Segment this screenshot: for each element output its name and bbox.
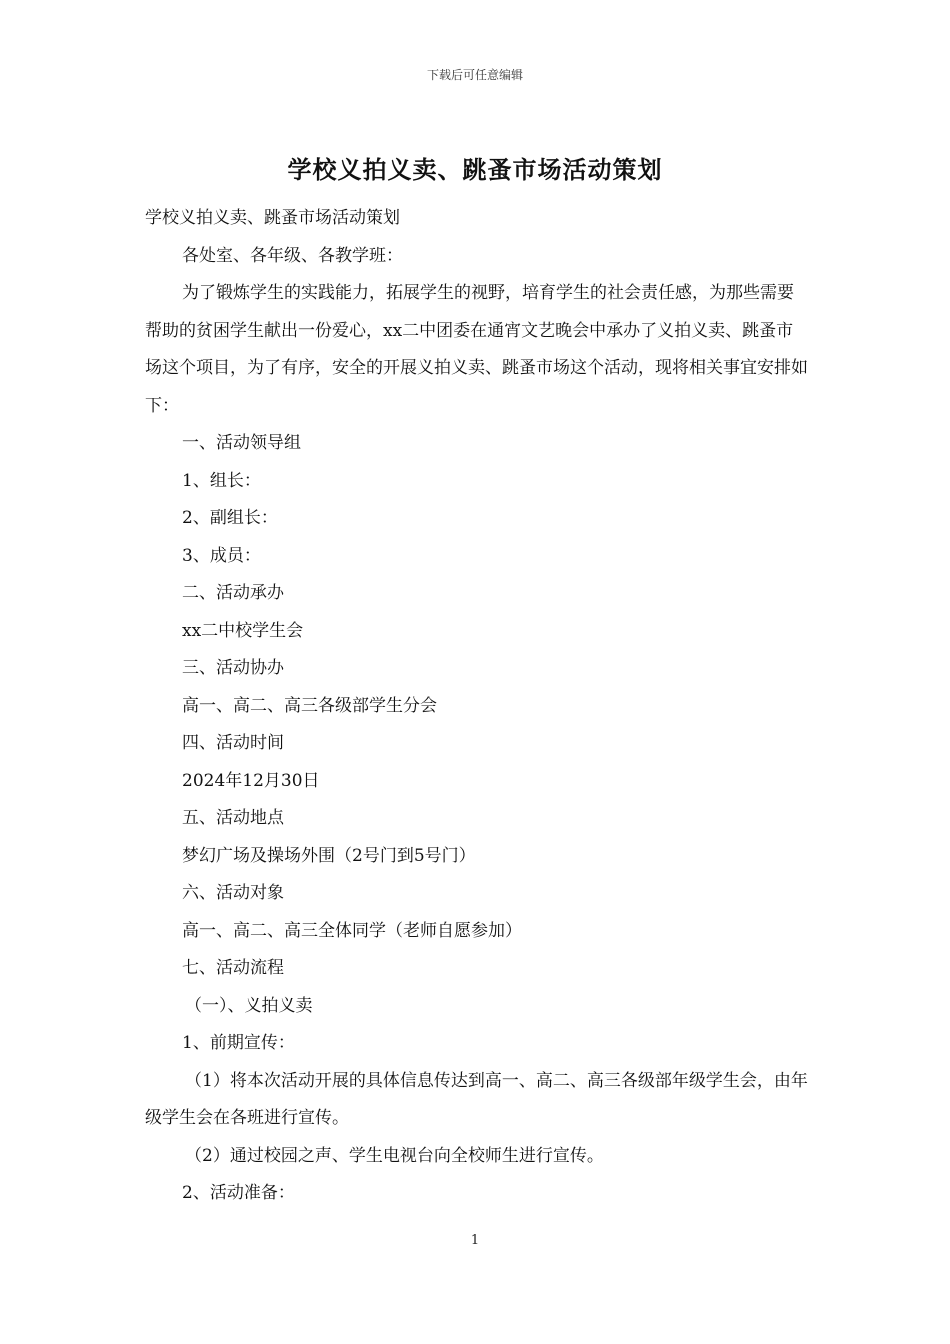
section-heading: 二、活动承办 bbox=[182, 583, 284, 603]
list-item: 1、前期宣传： bbox=[182, 1033, 295, 1053]
body-line: 高一、高二、高三各级部学生分会 bbox=[182, 695, 437, 716]
subsection-heading: （一）、义拍义卖 bbox=[185, 995, 313, 1016]
body-paragraph: （1）将本次活动开展的具体信息传达到高一、高二、高三各级部年级学生会，由年级学生会在各班进行宣传。 bbox=[145, 1070, 808, 1128]
page-number: 1 bbox=[470, 1233, 480, 1248]
list-item: 3、成员： bbox=[182, 545, 261, 566]
body-line: 梦幻广场及操场外围（2号门到5号门） bbox=[182, 845, 476, 866]
subtitle-line: 学校义拍义卖、跳蚤市场活动策划 bbox=[145, 208, 400, 228]
list-item: 2、副组长： bbox=[182, 508, 278, 528]
section-heading: 四、活动时间 bbox=[182, 733, 284, 753]
intro-paragraph: 为了锻炼学生的实践能力，拓展学生的视野，培育学生的社会责任感，为那些需要帮助的贫困学生献出一份爱心，xx二中团委在通宵文艺晚会中承办了义拍义卖、跳蚤市场这个项目，为了有序，安全的开展义拍义卖、跳蚤市场这个活动，现将相关事宜安排如下： bbox=[145, 283, 808, 416]
document-body bbox=[145, 200, 810, 1213]
list-item: 2、活动准备： bbox=[182, 1183, 295, 1203]
body-line: 高一、高二、高三全体同学（老师自愿参加） bbox=[182, 920, 522, 941]
section-heading: 七、活动流程 bbox=[182, 958, 284, 978]
section-heading: 五、活动地点 bbox=[182, 808, 284, 828]
section-heading: 六、活动对象 bbox=[182, 883, 284, 903]
list-item: 1、组长： bbox=[182, 470, 261, 491]
section-heading: 三、活动协办 bbox=[182, 658, 284, 678]
page-header: 下载后可任意编辑 bbox=[426, 68, 523, 82]
body-line: 2024年12月30日 bbox=[182, 770, 320, 791]
section-heading: 一、活动领导组 bbox=[182, 433, 301, 453]
body-paragraph: （2）通过校园之声、学生电视台向全校师生进行宣传。 bbox=[185, 1145, 604, 1166]
document-title: 学校义拍义卖、跳蚤市场活动策划 bbox=[287, 155, 663, 184]
salutation: 各处室、各年级、各教学班： bbox=[182, 245, 403, 266]
body-line: xx二中校学生会 bbox=[182, 620, 304, 641]
